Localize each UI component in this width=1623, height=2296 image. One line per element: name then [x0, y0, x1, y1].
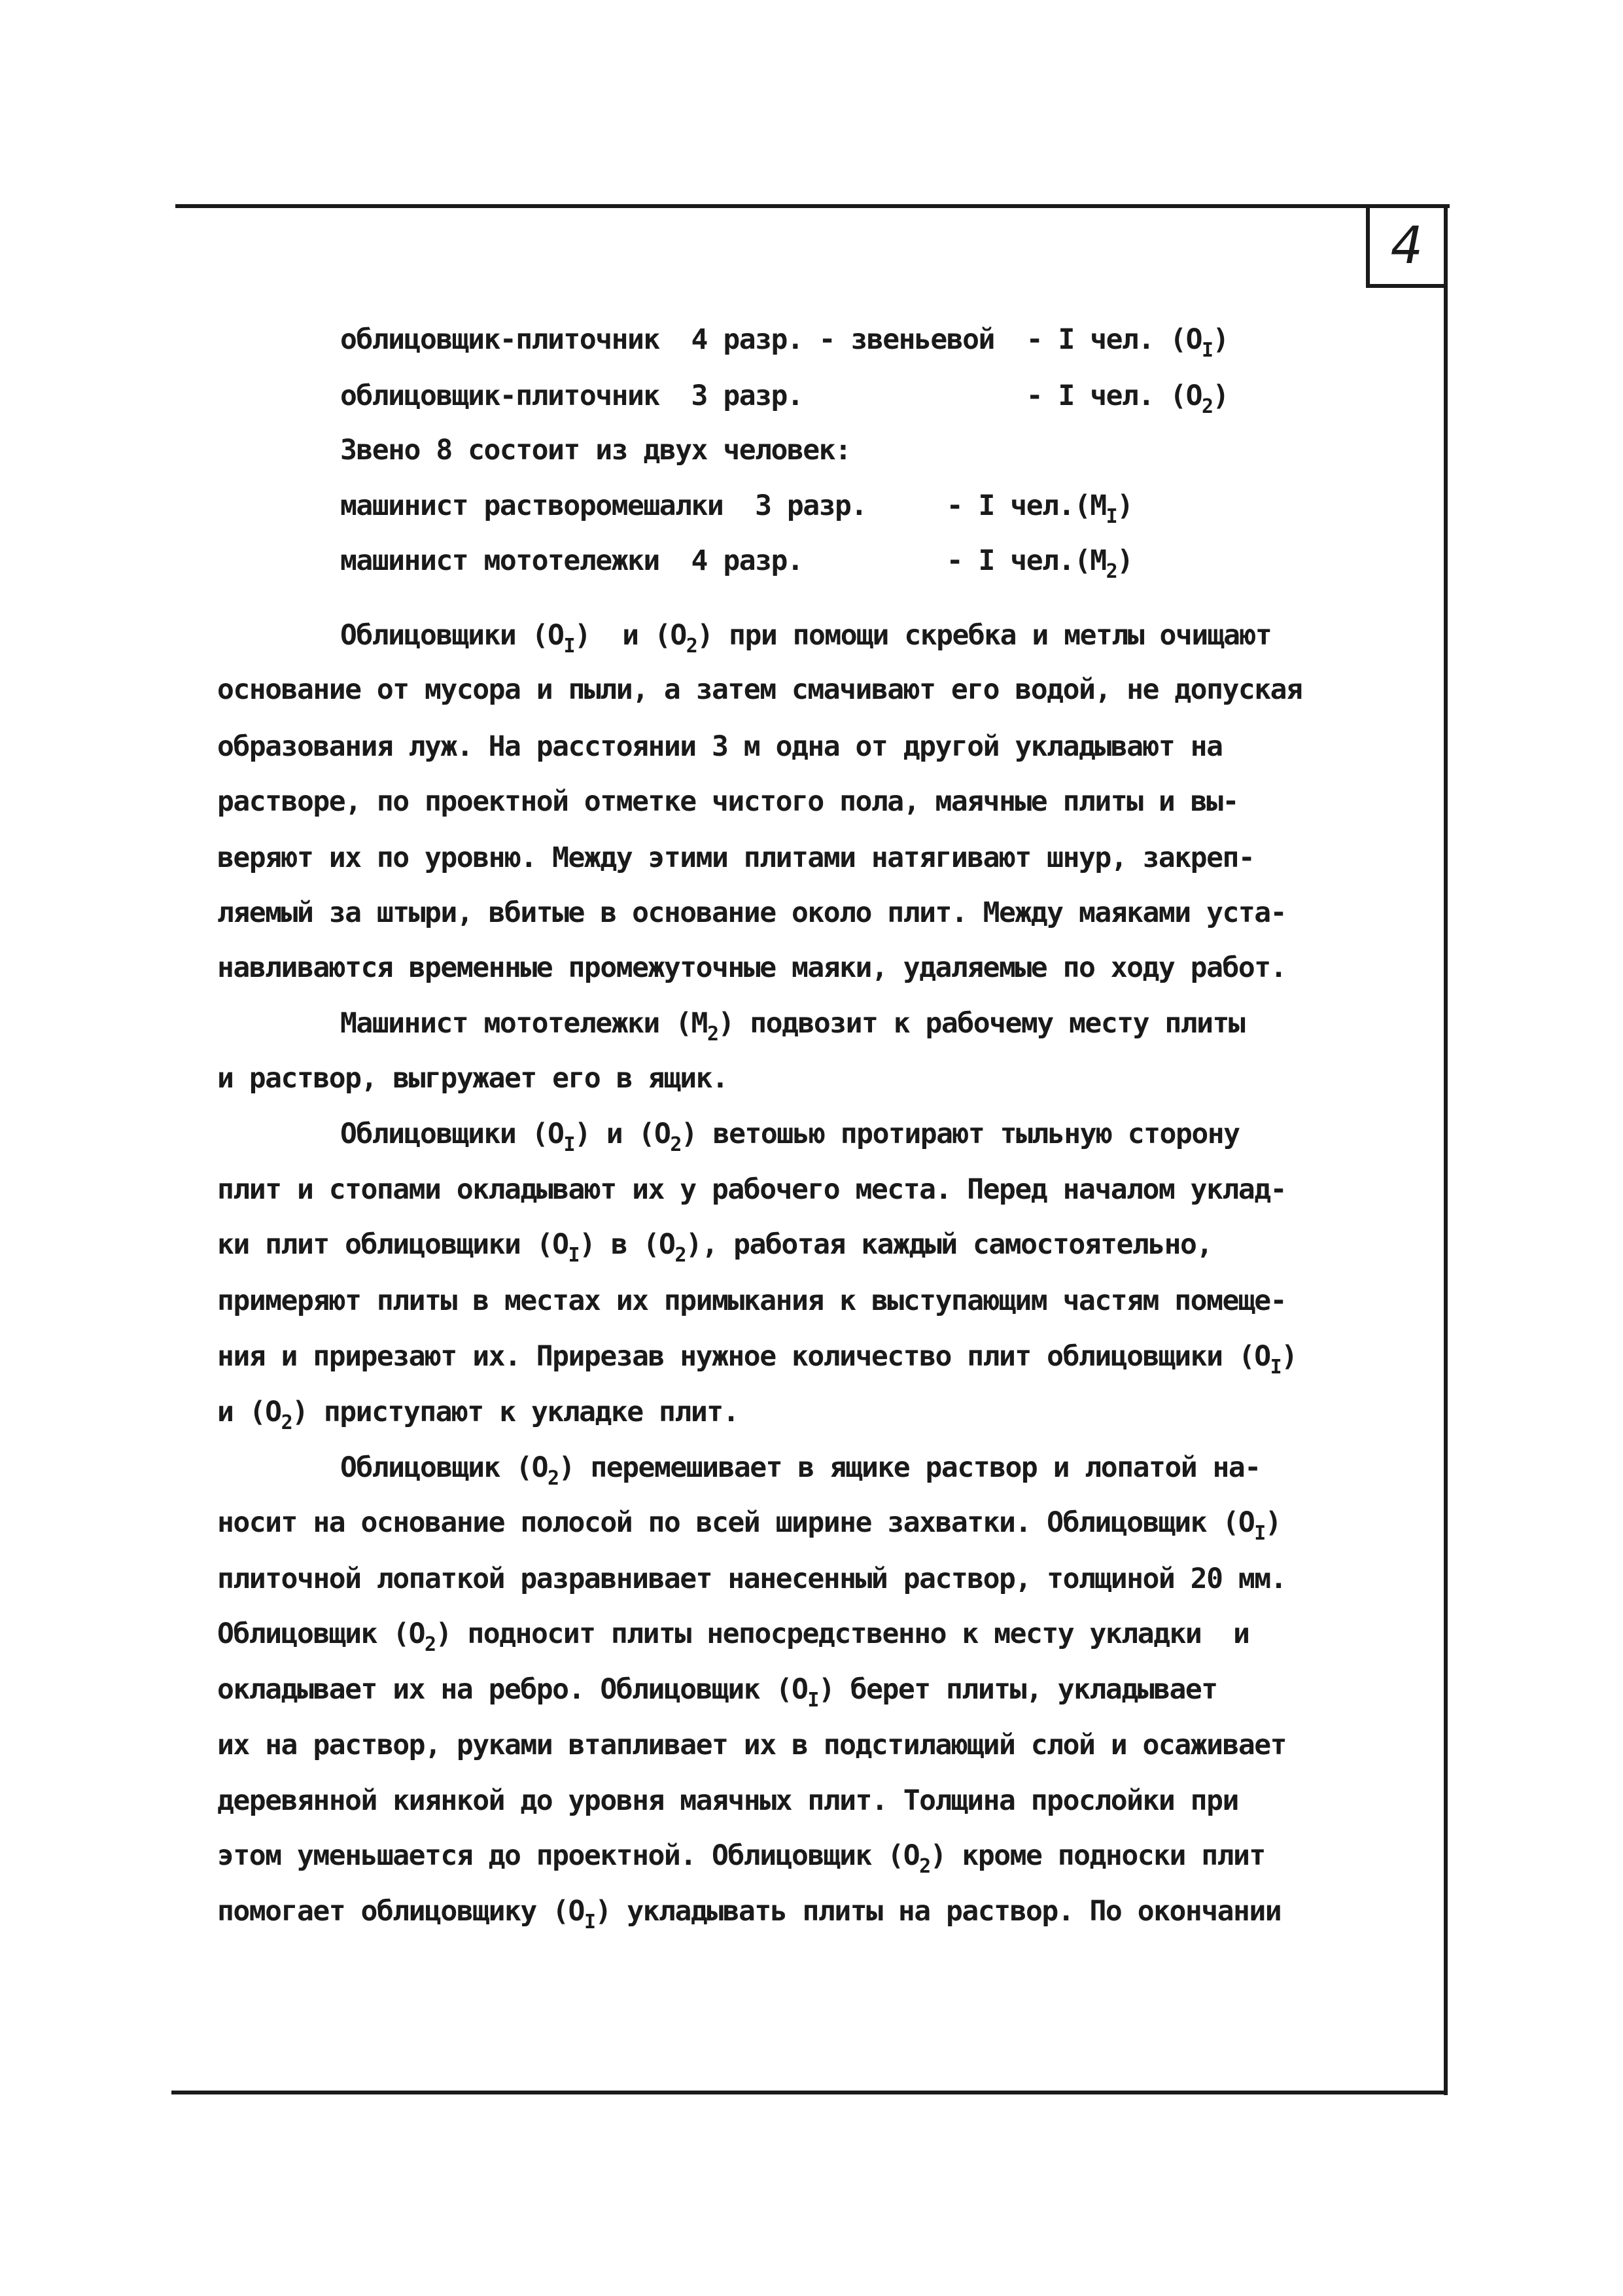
line-text: ), работая каждый самостоятельно, [686, 1228, 1212, 1261]
text-line [217, 1673, 1217, 1712]
text-line [340, 323, 1229, 362]
line-text: ) приступают к укладке плит. [292, 1396, 739, 1428]
subscript: I [563, 1133, 574, 1156]
line-text: и (О [217, 1396, 281, 1428]
line-text: Облицовщики (О [340, 1118, 564, 1150]
line-text: плит и стопами окладывают их у рабочего места. Перед началом уклад- [217, 1173, 1287, 1206]
line-text: носит на основание полосой по всей ширине захватки. Облицовщик (О [217, 1506, 1255, 1539]
line-text: ляемый за штыри, вбитые в основание около плит. Между маяками уста- [217, 896, 1287, 929]
line-text: примеряют плиты в местах их примыкания к выступающим частям помеще- [217, 1284, 1287, 1317]
text-line [217, 1340, 1297, 1379]
text-line [217, 1895, 1282, 1934]
line-text: Звено 8 состоит из двух человек: [340, 434, 851, 467]
line-text: ) и (О [574, 1118, 671, 1150]
text-line [340, 489, 1133, 528]
line-text: облицовщик-плиточник 4 разр. - звеньевой - I чел. (О [340, 323, 1202, 356]
text-line [217, 1284, 1287, 1317]
line-text: ) [1212, 380, 1229, 412]
line-text: Облицовщик (О [340, 1451, 548, 1484]
line-text: этом уменьшается до проектной. Облицовщик (О [217, 1839, 920, 1872]
line-text: машинист растворомешалки 3 разр. - I чел.(М [340, 489, 1106, 522]
line-text: ) [1265, 1506, 1282, 1539]
line-text: ) при помощи скребка и метлы очищают [697, 619, 1272, 652]
subscript: 2 [670, 1133, 681, 1156]
line-text: помогает облицовщику (О [217, 1895, 584, 1928]
line-text: ) ветошью протирают тыльную сторону [680, 1118, 1240, 1150]
line-text: Облицовщик (О [217, 1617, 425, 1650]
text-line [217, 1396, 739, 1434]
line-text: ния и прирезают их. Прирезав нужное количество плит облицовщики (О [217, 1340, 1270, 1373]
text-line [217, 785, 1238, 818]
line-text: и раствор, выгружает его в ящик. [217, 1062, 728, 1095]
text-line [217, 1062, 728, 1095]
text-line [340, 1451, 1261, 1490]
subscript: 2 [1201, 395, 1213, 418]
text-line [217, 896, 1287, 929]
subscript: 2 [548, 1467, 559, 1490]
line-text: ки плит облицовщики (О [217, 1228, 568, 1261]
text-line [217, 951, 1287, 984]
subscript: 2 [1106, 560, 1117, 583]
subscript: I [1106, 505, 1117, 528]
line-text: ) подносит плиты непосредственно к месту укладки и [435, 1617, 1249, 1650]
subscript: 2 [919, 1855, 930, 1878]
line-text: плиточной лопаткой разравнивает нанесенный раствор, толщиной 20 мм. [217, 1563, 1287, 1595]
line-text: ) подвозит к рабочему месту плиты [718, 1007, 1245, 1040]
subscript: I [563, 635, 574, 658]
text-line [217, 1506, 1282, 1545]
line-text: Машинист мототележки (М [340, 1007, 707, 1040]
text-line [217, 1173, 1287, 1206]
text-line [217, 730, 1223, 763]
subscript: I [1270, 1356, 1282, 1379]
text-line [340, 380, 1229, 418]
subscript: I [807, 1689, 818, 1712]
text-line [340, 1118, 1240, 1156]
subscript: 2 [707, 1023, 718, 1046]
line-text: ) берет плиты, укладывает [818, 1673, 1217, 1706]
text-line [217, 1228, 1212, 1267]
line-text: машинист мототележки 4 разр. - I чел.(М [340, 544, 1106, 577]
subscript: I [568, 1244, 580, 1267]
text-line [217, 1784, 1238, 1817]
line-text: основание от мусора и пыли, а затем смачивают его водой, не допуская [217, 673, 1302, 706]
subscript: 2 [686, 635, 697, 658]
subscript: I [584, 1911, 595, 1934]
text-line [217, 1565, 1286, 1593]
subscript: 2 [425, 1633, 436, 1656]
line-text: окладывает их на ребро. Облицовщик (О [217, 1673, 808, 1706]
line-text: ) укладывать плиты на раствор. По окончании [595, 1895, 1282, 1928]
subscript: I [1201, 339, 1213, 362]
text-line [340, 436, 850, 465]
line-text: ) перемешивает в ящике раствор и лопатой на- [558, 1451, 1261, 1484]
line-text: ) в (О [579, 1228, 675, 1261]
subscript: 2 [674, 1244, 686, 1267]
text-line [340, 1007, 1245, 1046]
text-line [340, 544, 1133, 583]
subscript: 2 [281, 1411, 292, 1434]
line-text: растворе, по проектной отметке чистого пола, маячные плиты и вы- [217, 785, 1238, 818]
text-line [217, 1731, 1286, 1759]
line-text: навливаются временные промежуточные маяки, удаляемые по ходу работ. [217, 951, 1287, 984]
line-text: веряют их по уровню. Между этими плитами натягивают шнур, закреп- [217, 841, 1255, 874]
page-number: 4 [1390, 217, 1423, 275]
line-text: ) [1281, 1340, 1297, 1373]
line-text: облицовщик-плиточник 3 разр. - I чел. (О [340, 380, 1202, 412]
text-line [340, 619, 1272, 658]
text-line [217, 1839, 1265, 1878]
line-text: образования луж. На расстоянии 3 м одна от другой укладывают на [217, 730, 1223, 763]
text-line [217, 841, 1255, 874]
text-line [217, 673, 1302, 706]
text-line [217, 1617, 1249, 1656]
line-text: ) [1117, 489, 1133, 522]
subscript: I [1254, 1522, 1265, 1545]
line-text: ) и (О [574, 619, 686, 652]
line-text: ) [1212, 323, 1229, 356]
line-text: деревянной киянкой до уровня маячных плит. Толщина прослойки при [217, 1784, 1238, 1817]
line-text: ) [1117, 544, 1133, 577]
line-text: ) кроме подноски плит [930, 1839, 1265, 1872]
line-text: Облицовщики (О [340, 619, 564, 652]
line-text: их на раствор, руками втапливает их в подстилающий слой и осаживает [217, 1729, 1287, 1761]
